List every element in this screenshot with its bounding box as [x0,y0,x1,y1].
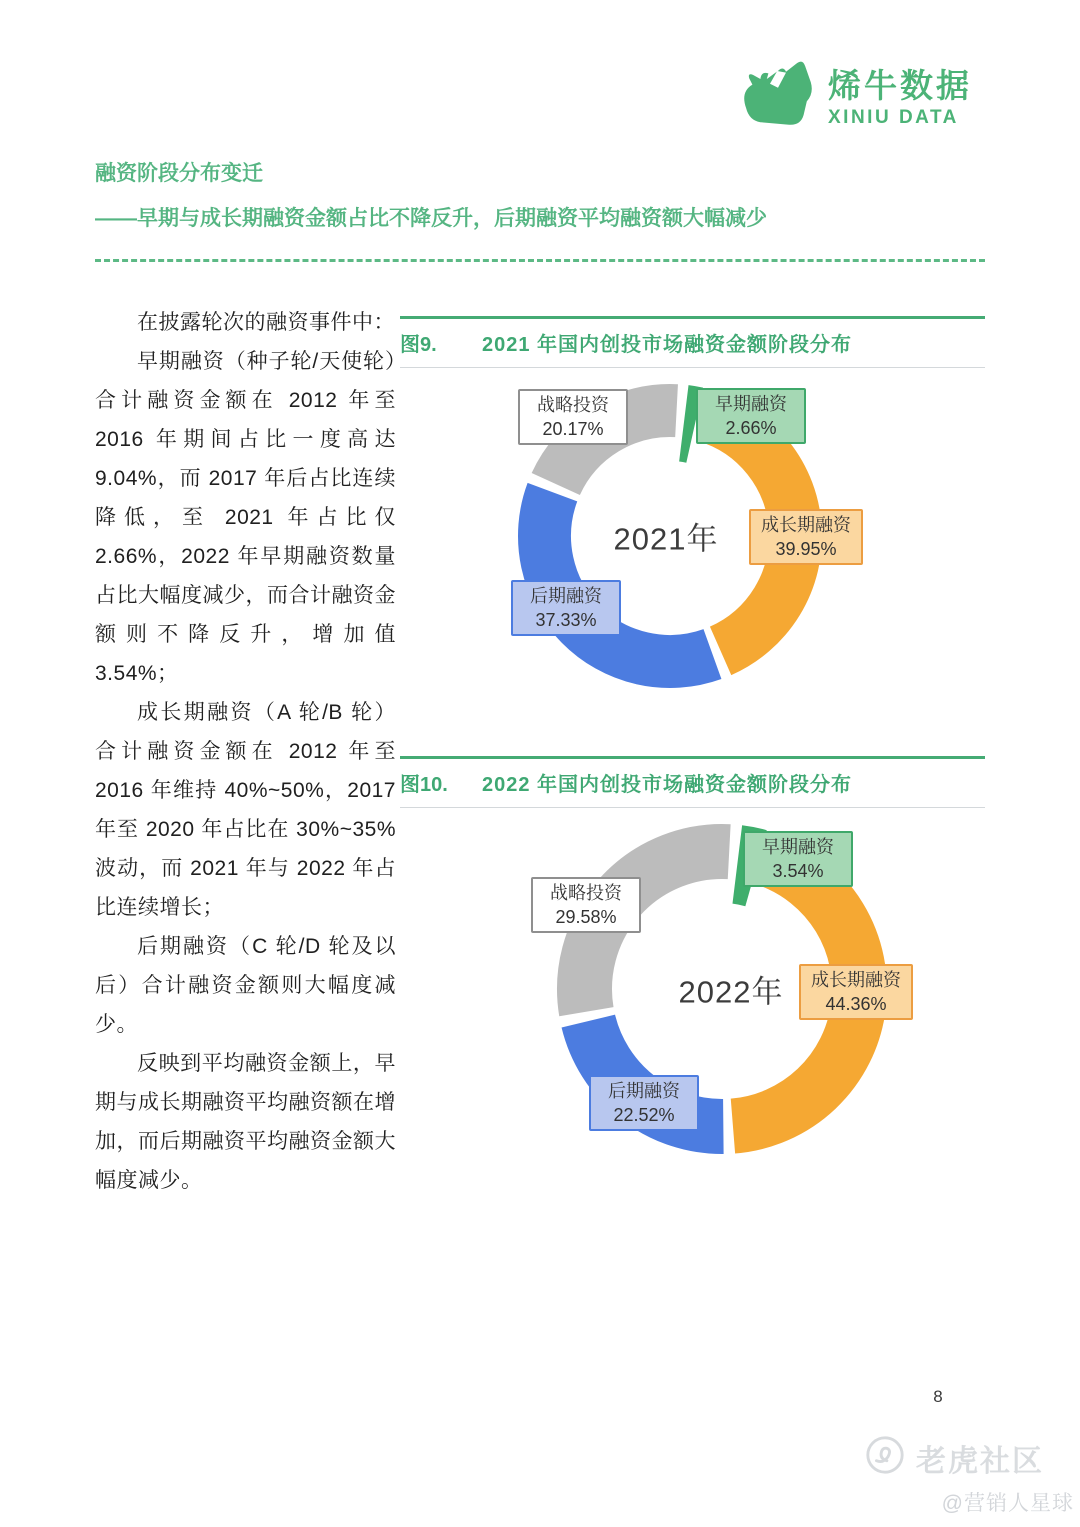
figure-10-number: 图10. [400,774,448,796]
segment-value: 3.54% [772,861,824,881]
label-box-strategic [518,389,628,445]
watermark-account: @营销人星球 [941,1492,1074,1515]
label-box-growth-stage [749,509,863,565]
rhino-logo-icon [738,58,818,137]
figure-9-title: 2021 年国内创投市场融资金额阶段分布 [482,334,853,356]
tiger-community-icon [864,1434,906,1481]
logo-name-cn: 烯牛数据 [828,66,972,104]
paragraph: 反映到平均融资金额上，早期与成长期融资平均融资额在增加，而后期融资平均融资金额大幅度减少。 [95,1052,396,1192]
section-title: 融资阶段分布变迁 [95,162,263,185]
label-box-late-stage [511,580,621,636]
segment-label: 早期融资 [715,394,787,414]
label-box-early-stage [743,831,853,887]
segment-value: 20.17% [542,419,604,439]
paragraph: 后期融资（C 轮/D 轮及以后）合计融资金额则大幅度减少。 [95,935,396,1036]
logo-name-en: XINIU DATA [828,106,959,128]
donut-chart-2022 [400,800,985,1220]
segment-label: 后期融资 [530,586,602,606]
segment-label: 战略投资 [550,883,622,903]
chart-center-year: 2021年 [613,521,719,557]
body-text-column [95,303,396,1200]
segment-label: 后期融资 [608,1081,680,1101]
label-box-late-stage [589,1075,699,1131]
segment-value: 44.36% [825,994,887,1014]
dashed-divider [95,259,985,262]
segment-value: 29.58% [555,907,617,927]
figure-9-number: 图9. [400,334,437,356]
segment-value: 22.52% [613,1105,675,1125]
watermark [864,1434,1074,1517]
section-subtitle: ——早期与成长期融资金额占比不降反升，后期融资平均融资额大幅减少 [95,207,767,230]
xiniu-data-logo [738,58,988,137]
label-box-early-stage [696,388,806,444]
segment-value: 39.95% [775,539,837,559]
figure-9 [400,316,985,752]
label-box-growth-stage [799,964,913,1020]
paragraph: 早期融资（种子轮/天使轮）合计融资金额在 2012 年至 2016 年期间占比一度高达 9.04%，而 2017 年后占比连续降低，至 2021 年占比仅 2.66%，2022 年早期融资数量占比大幅度减少，而合计融资金额则不降反升，增加值 3.54%； [95,350,396,685]
segment-label: 战略投资 [537,395,609,415]
figure-10 [400,756,985,1226]
section-heading-block [95,163,985,262]
segment-value: 37.33% [535,610,597,630]
segment-label: 成长期融资 [761,515,851,535]
segment-label: 早期融资 [762,837,834,857]
label-box-strategic [531,877,641,933]
donut-chart-2021 [400,360,985,745]
paragraph: 成长期融资（A 轮/B 轮）合计融资金额在 2012 年至 2016 年维持 40%~50%，2017 年至 2020 年占比在 30%~35%波动，而 2021 年与 2022 年占比连续增长； [95,701,396,919]
segment-label: 成长期融资 [811,970,901,990]
segment-value: 2.66% [725,418,777,438]
chart-center-year: 2022年 [678,974,784,1010]
figure-10-title: 2022 年国内创投市场融资金额阶段分布 [482,774,853,796]
page-number: 8 [933,1387,943,1406]
paragraph: 在披露轮次的融资事件中： [137,311,395,334]
watermark-site-name: 老虎社区 [916,1444,1044,1478]
